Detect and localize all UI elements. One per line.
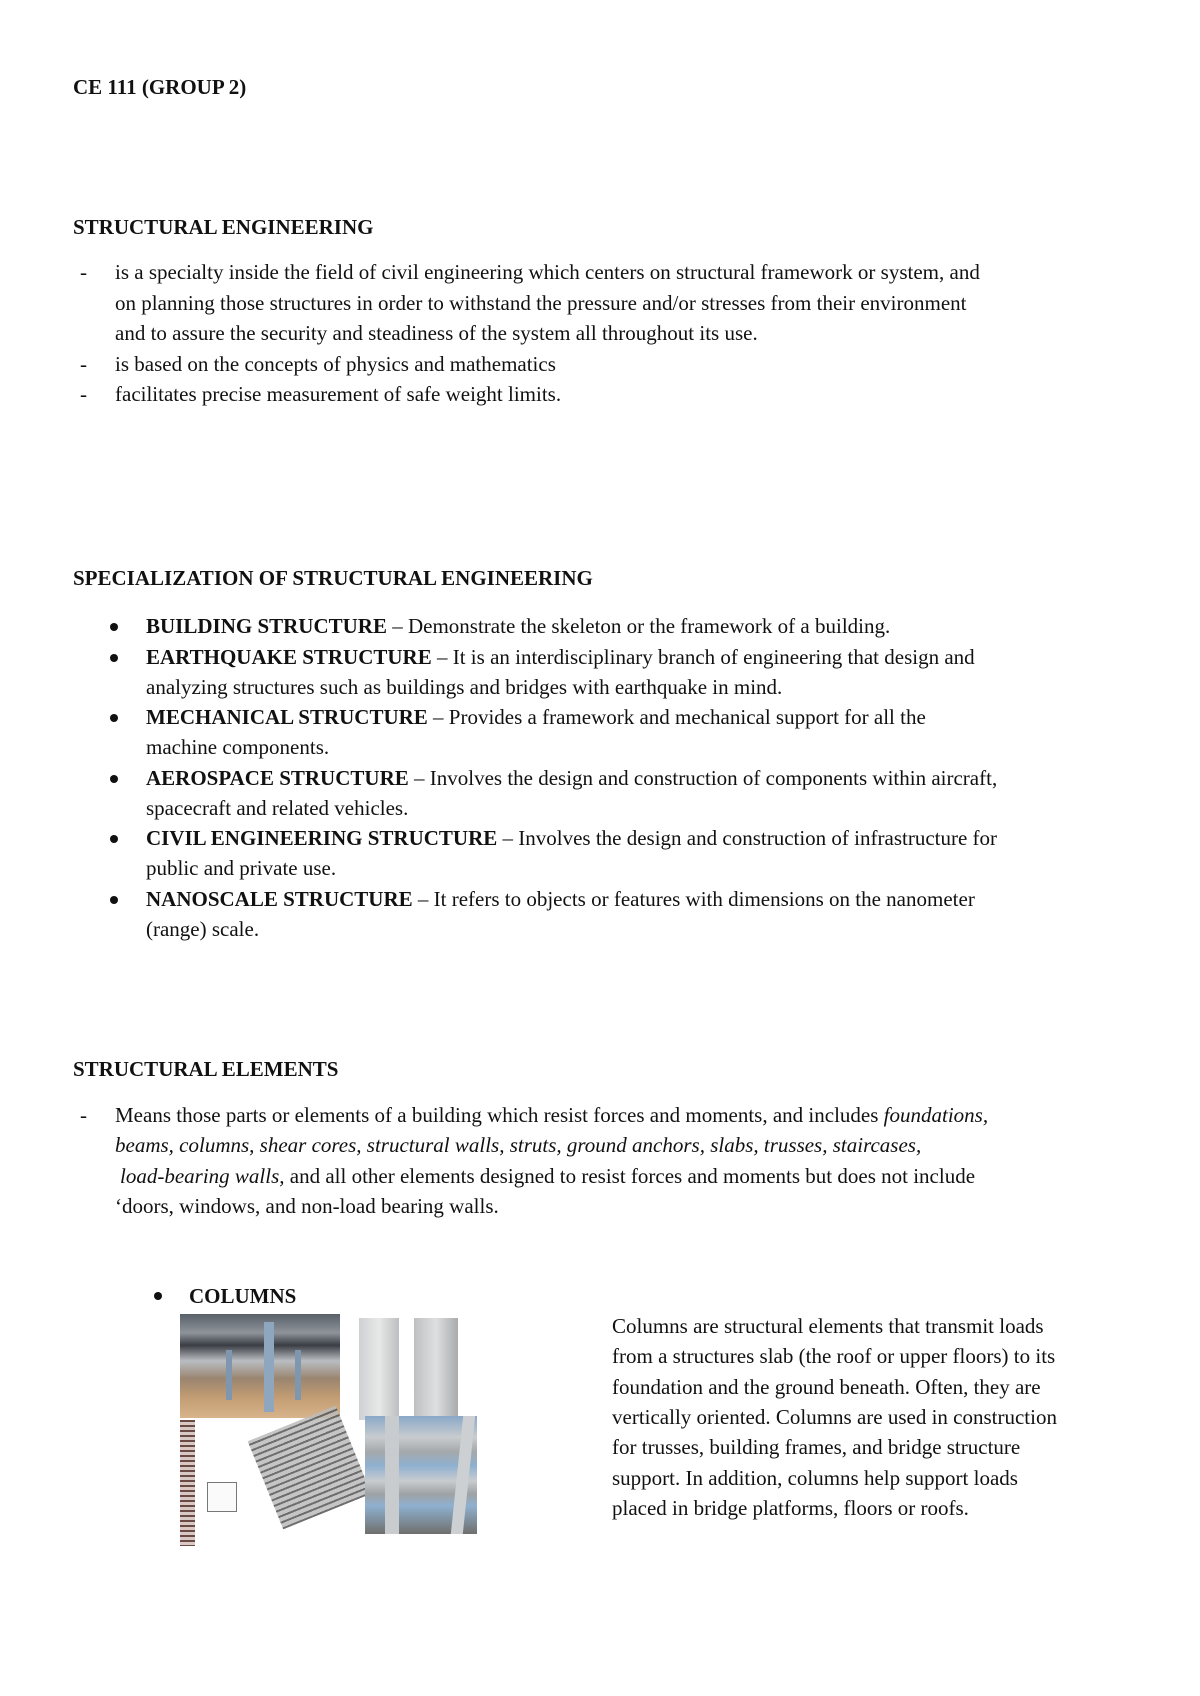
dash-marker: - [80, 382, 87, 406]
specialization-item [146, 823, 997, 853]
italic-segment: load-bearing walls, [120, 1164, 285, 1188]
specialization-desc-cont: public and private use. [146, 856, 337, 880]
column-cross-section-diagram [207, 1482, 237, 1512]
specialization-desc-cont: (range) scale. [146, 917, 260, 941]
elements-line-1 [115, 1100, 988, 1130]
specialization-desc-cont: analyzing structures such as buildings and bridges with earthquake in mind. [146, 675, 783, 699]
italic-segment: foundations, [883, 1103, 989, 1127]
concrete-frame-photo [365, 1416, 477, 1534]
specialization-item [146, 763, 997, 793]
section-heading-structural-elements: STRUCTURAL ELEMENTS [73, 1057, 339, 1081]
specialization-item [146, 611, 890, 641]
specialization-desc-cont: spacecraft and related vehicles. [146, 796, 409, 820]
specialization-title: MECHANICAL STRUCTURE [146, 705, 428, 729]
concrete-column-render [414, 1318, 458, 1424]
list-item-text: and to assure the security and steadiness of the system all throughout its use. [115, 321, 758, 345]
specialization-title: AEROSPACE STRUCTURE [146, 766, 409, 790]
paragraph-line: vertically oriented. Columns are used in construction [612, 1404, 1057, 1429]
specialization-title: NANOSCALE STRUCTURE [146, 887, 413, 911]
elements-line-3 [120, 1161, 975, 1191]
document-title: CE 111 (GROUP 2) [73, 75, 247, 99]
specialization-desc: – Demonstrate the skeleton or the framework of a building. [386, 614, 891, 638]
columns-heading: COLUMNS [189, 1284, 297, 1308]
dash-marker: - [80, 260, 87, 284]
list-item-text: facilitates precise measurement of safe weight limits. [115, 382, 562, 406]
specialization-desc: – Provides a framework and mechanical support for all the [427, 705, 926, 729]
bullet-icon [110, 623, 118, 631]
bullet-icon [154, 1292, 162, 1300]
paragraph-line: placed in bridge platforms, floors or roofs. [612, 1495, 969, 1520]
paragraph-line: foundation and the ground beneath. Often, they are [612, 1374, 1041, 1399]
bullet-icon [110, 714, 118, 722]
rebar-cage-render [248, 1406, 372, 1530]
list-item-text: is a specialty inside the field of civil engineering which centers on structural framework or system, and [115, 260, 980, 284]
specialization-title: BUILDING STRUCTURE [146, 614, 387, 638]
specialization-title: CIVIL ENGINEERING STRUCTURE [146, 826, 498, 850]
paragraph-line: from a structures slab (the roof or upper floors) to its [612, 1344, 1056, 1369]
italic-segment: beams, columns, shear cores, structural walls, struts, ground anchors, slabs, trusses, staircases, [115, 1133, 922, 1157]
list-item-text: on planning those structures in order to withstand the pressure and/or stresses from their environment [115, 291, 967, 315]
bullet-icon [110, 654, 118, 662]
paragraph-line: support. In addition, columns help support loads [612, 1465, 1018, 1490]
elements-line-4: ‘doors, windows, and non-load bearing walls. [115, 1194, 499, 1218]
paragraph-line: for trusses, building frames, and bridge structure [612, 1435, 1021, 1460]
paragraph-line: Columns are structural elements that transmit loads [612, 1314, 1044, 1338]
specialization-title: EARTHQUAKE STRUCTURE [146, 645, 432, 669]
bullet-icon [110, 835, 118, 843]
specialization-item [146, 702, 926, 732]
specialization-desc-cont: machine components. [146, 735, 330, 759]
elements-line-2 [115, 1130, 921, 1160]
steel-frame-photo [180, 1314, 340, 1418]
specialization-desc: – Involves the design and construction of components within aircraft, [408, 766, 998, 790]
column-reinforcement-elevation [180, 1420, 195, 1546]
rebar-column-render [359, 1318, 399, 1420]
list-item-text: is based on the concepts of physics and mathematics [115, 352, 556, 376]
bullet-icon [110, 896, 118, 904]
section-heading-specialization: SPECIALIZATION OF STRUCTURAL ENGINEERING [73, 566, 593, 590]
text-segment: and all other elements designed to resist forces and moments but does not include [284, 1164, 976, 1188]
text-segment: Means those parts or elements of a building which resist forces and moments, and includes [115, 1103, 884, 1127]
specialization-desc: – It is an interdisciplinary branch of engineering that design and [431, 645, 975, 669]
bullet-icon [110, 775, 118, 783]
specialization-item [146, 884, 975, 914]
section-heading-structural-engineering: STRUCTURAL ENGINEERING [73, 215, 374, 239]
specialization-desc: – It refers to objects or features with dimensions on the nanometer [412, 887, 975, 911]
specialization-item [146, 642, 975, 672]
dash-marker: - [80, 1103, 87, 1127]
dash-marker: - [80, 352, 87, 376]
specialization-desc: – Involves the design and construction of infrastructure for [497, 826, 998, 850]
